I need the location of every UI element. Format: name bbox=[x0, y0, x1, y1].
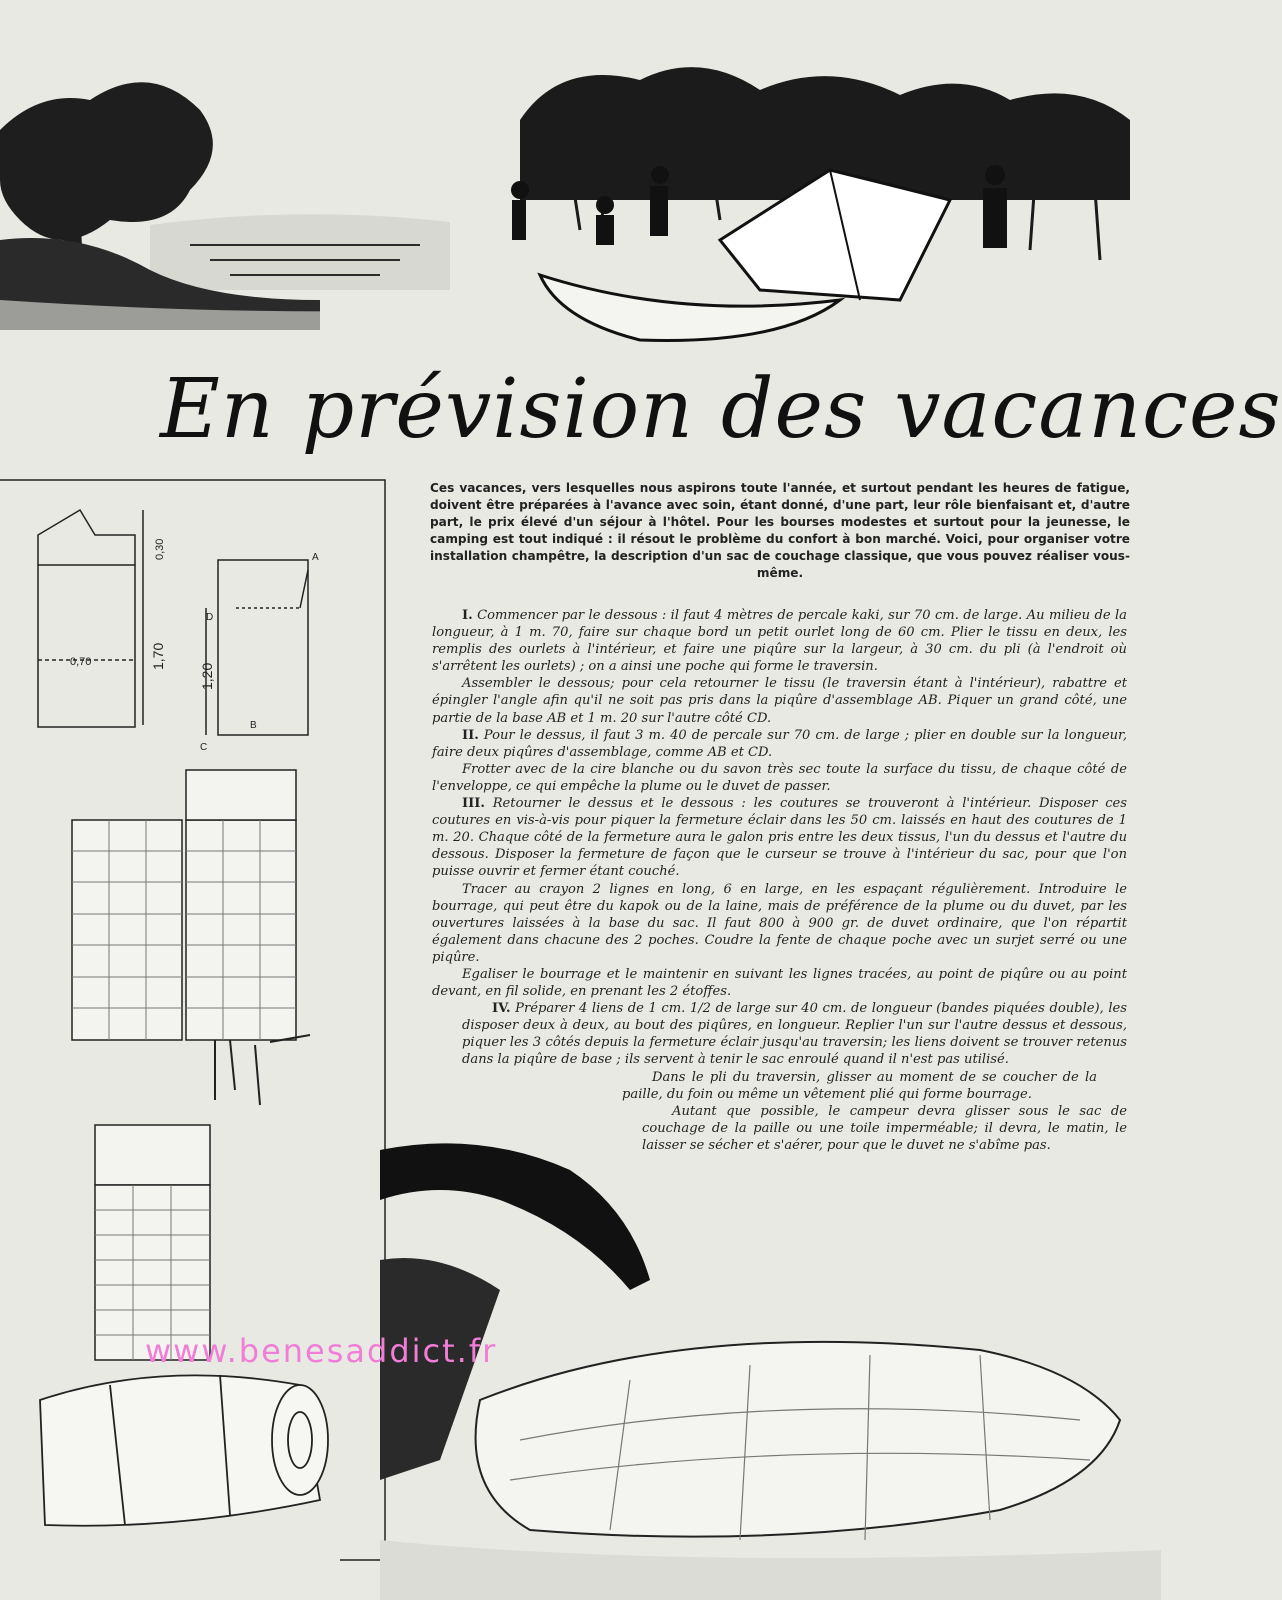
quilted-bag-open bbox=[72, 770, 296, 1040]
instructions-text bbox=[432, 607, 1127, 1154]
intro-paragraph: Ces vacances, vers lesquelles nous aspirons toute l'année, et surtout pendant les heures de fatigue, doivent être préparées à l'avance avec soin, étant donné, d'une part, leur rôle bienfaisant et, d'autre part, le prix élevé d'un séjour à l'hôtel. Pour les bourses modestes et surtout pour la jeunesse, le camping est tout indiqué : il résout le problème du confort à bon marché. Voici, pour organiser votre installation champêtre, la description d'un sac de couchage classique, que vous pouvez réaliser vous-même. bbox=[430, 481, 1130, 580]
even-out-paragraph: Egaliser le bourrage et le maintenir en suivant les lignes tracées, au point de piqûre ou au point devant, en fil solide, en prenant les 2 étoffes. bbox=[432, 966, 1127, 1000]
step-2-text: Pour le dessus, il faut 3 m. 40 de percale sur 70 cm. de large ; plier en double sur la longueur, faire deux piqûres d'assemblage, comme AB et CD. bbox=[432, 727, 1127, 760]
step-1-text: Commencer par le dessous : il faut 4 mètres de percale kaki, sur 70 cm. de large. Au milieu de la longueur, à 1 m. 70, faire sur chaque bord un petit ourlet long de 60 cm. Plier le tissu en deux, les remplis des ourlets à l'intérieur, et faire une piqûre sur la largeur, à 30 cm. du pli (à l'endroit où s'arrêtent les ourlets) ; on a ainsi une poche qui forme le traversin. bbox=[432, 608, 1127, 675]
dim-top-label: 0,30 bbox=[154, 538, 166, 560]
assemble-paragraph: Assembler le dessous; pour cela retourner le tissu (le traversin étant à l'intérieur), rabattre et épingler l'angle afin qu'il ne soit pas pris dans la piqûre d'assemblage AB. Piquer un grand côté, une partie de la base AB et 1 m. 20 sur l'autre côté CD. bbox=[432, 676, 1127, 726]
step-2-paragraph bbox=[432, 727, 1127, 761]
point-d-label: D bbox=[206, 612, 214, 623]
dim-width-label: 0,70 bbox=[70, 656, 92, 668]
page-title: En prévision des vacances bbox=[160, 362, 1282, 457]
watermark: www.benesaddict.fr bbox=[145, 1332, 498, 1370]
step-2-number: II. bbox=[462, 727, 479, 743]
step-4-text: Préparer 4 liens de 1 cm. 1/2 de large sur 40 cm. de longueur (bandes piquées double), les disposer deux à deux, au bout des piqûres, en longueur. Replier l'un sur l'autre dessus et dessous, piquer les 3 côtés depuis la fermeture éclair jusqu'au traversin; les liens doivent se trouver retenus dans la piqûre de base ; ils servent à tenir le sac enroulé quand il n'est pas utilisé. bbox=[462, 1001, 1127, 1068]
camping-scene-illustration bbox=[0, 0, 1161, 360]
pattern-dessous bbox=[38, 510, 143, 727]
dim-inner-label: 1,20 bbox=[199, 662, 215, 690]
ground-sheet-paragraph: Autant que possible, le campeur devra glisser sous le sac de couchage de la paille ou une toile imperméable; il devra, le matin, le laisser se sécher et s'aérer, pour que le duvet ne s'abîme pas. bbox=[642, 1103, 1127, 1153]
point-c-label: C bbox=[200, 742, 208, 753]
point-b-label: B bbox=[250, 720, 257, 731]
step-1-paragraph bbox=[432, 607, 1127, 675]
step-3-text: Retourner le dessus et le dessous : les coutures se trouveront à l'intérieur. Disposer ces coutures en vis-à-vis pour piquer la fermeture éclair dans les 50 cm. laissés en haut des coutures de 1 m. 20. Chaque côté de la fermeture aura le galon pris entre les deux tissus, l'un du dessus et l'autre du dessous. Disposer la fermeture de façon que le curseur se trouve à l'intérieur du sac, pour que l'on puisse ouvrir et fermer étant couché. bbox=[432, 796, 1127, 880]
wax-paragraph: Frotter avec de la cire blanche ou du savon très sec toute la surface du tissu, de chaque côté de l'enveloppe, ce qui empêche la plume ou le duvet de passer. bbox=[432, 761, 1127, 794]
step-3-number: III. bbox=[462, 796, 485, 812]
rolled-bag bbox=[40, 1375, 328, 1526]
quilted-bag-folded bbox=[95, 1125, 210, 1360]
filling-paragraph: Tracer au crayon 2 lignes en long, 6 en large, en les espaçant régulièrement. Introduire le bourrage, qui peut être du kapok ou de la laine, mais de préférence de la plume ou du duvet, par les ouvertures laissées à la base du sac. Il faut 800 à 900 gr. de duvet ordinaire, que l'on répartit également dans chacune des 2 poches. Coudre la fente de chaque poche avec un surjet serré ou une piqûre. bbox=[432, 881, 1127, 965]
step-4-paragraph bbox=[432, 1000, 1127, 1068]
dim-length-label: 1,70 bbox=[150, 642, 166, 670]
pillow-paragraph: Dans le pli du traversin, glisser au moment de se coucher de la paille, du foin ou même un vêtement plié qui forme bourrage. bbox=[622, 1069, 1097, 1102]
pattern-assembly bbox=[206, 560, 308, 735]
sleeping-bag-diagrams bbox=[0, 480, 398, 1590]
point-a-label: A bbox=[312, 552, 319, 563]
step-3-paragraph bbox=[432, 795, 1127, 880]
step-4-number: IV. bbox=[492, 1001, 511, 1017]
step-1-number: I. bbox=[462, 608, 473, 623]
